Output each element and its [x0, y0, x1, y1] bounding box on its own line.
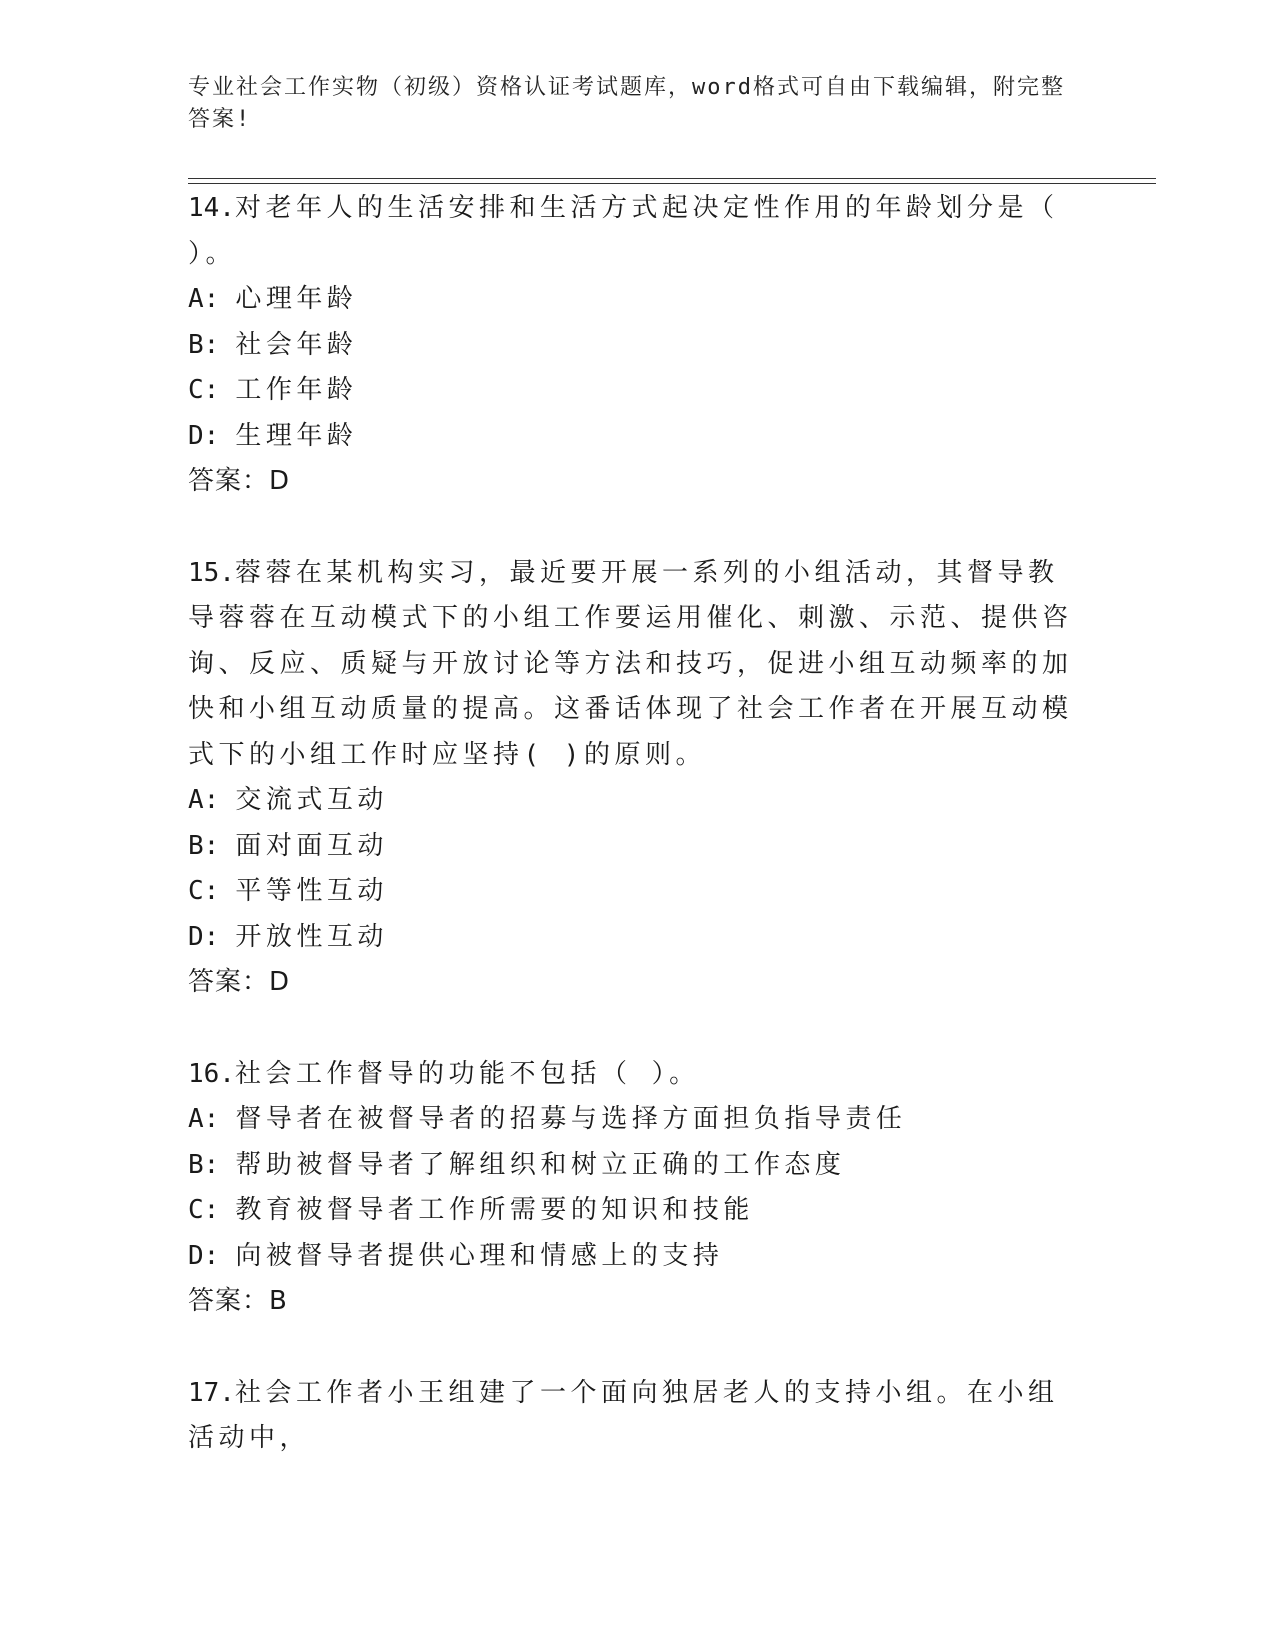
option-key: A:: [188, 284, 220, 314]
header-divider-top: [188, 178, 1156, 179]
question-text: [188, 1052, 1088, 1098]
option-c: [188, 1188, 1088, 1234]
option-text: 面对面互动: [235, 830, 388, 861]
question-number: 16.: [188, 1058, 235, 1089]
option-c: [188, 869, 1088, 915]
option-b: [188, 323, 1088, 369]
option-text: 督导者在被督导者的招募与选择方面担负指导责任: [235, 1104, 907, 1134]
question-17: [188, 1371, 1088, 1462]
option-key: A:: [188, 785, 220, 815]
question-number: 15.: [188, 557, 235, 588]
question-body: 对老年人的生活安排和生活方式起决定性作用的年龄划分是（ ）。: [188, 193, 1059, 269]
question-list: [188, 186, 1088, 1462]
option-key: C:: [188, 1195, 220, 1225]
question-body: 社会工作者小王组建了一个面向独居老人的支持小组。在小组活动中，: [188, 1377, 1059, 1453]
answer-line: 答案：D: [188, 967, 291, 997]
option-c: [188, 368, 1088, 414]
answer-line: 答案：D: [188, 466, 291, 496]
option-text: 交流式互动: [235, 785, 388, 815]
page-header: 专业社会工作实物（初级）资格认证考试题库，word格式可自由下载编辑，附完整答案!: [188, 75, 1065, 132]
question-text: [188, 551, 1088, 779]
spacer: [188, 505, 1088, 551]
option-key: D:: [188, 1240, 220, 1271]
option-a: [188, 277, 1088, 323]
option-key: C:: [188, 375, 220, 405]
option-key: D:: [188, 420, 220, 451]
question-body: 社会工作督导的功能不包括（ ）。: [234, 1058, 700, 1089]
option-text: 向被督导者提供心理和情感上的支持: [235, 1240, 724, 1271]
question-number: 17.: [188, 1377, 235, 1408]
option-a: [188, 778, 1088, 824]
question-15: [188, 551, 1088, 1006]
option-d: [188, 1234, 1088, 1280]
option-text: 工作年龄: [235, 375, 358, 405]
option-key: C:: [188, 876, 220, 906]
question-16: [188, 1052, 1088, 1325]
option-d: [188, 414, 1088, 460]
option-text: 开放性互动: [235, 921, 388, 952]
option-d: [188, 915, 1088, 961]
question-body: 蓉蓉在某机构实习，最近要开展一系列的小组活动，其督导教导蓉蓉在互动模式下的小组工作要运用催化、刺激、示范、提供咨询、反应、质疑与开放讨论等方法和技巧，促进小组互动频率的加快和小组互动质量的提高。这番话体现了社会工作者在开展互动模式下的小组工作时应坚持( )的原则。: [188, 557, 1073, 770]
option-text: 社会年龄: [235, 329, 358, 360]
question-number: 14.: [188, 193, 235, 223]
question-text: [188, 186, 1088, 277]
option-b: [188, 1143, 1088, 1189]
option-key: B:: [188, 329, 220, 360]
option-text: 教育被督导者工作所需要的知识和技能: [235, 1195, 754, 1225]
option-b: [188, 824, 1088, 870]
spacer: [188, 1325, 1088, 1371]
option-text: 帮助被督导者了解组织和树立正确的工作态度: [235, 1149, 846, 1180]
answer-line: 答案：B: [188, 1286, 288, 1316]
question-text: [188, 1371, 1088, 1462]
option-key: D:: [188, 921, 220, 952]
option-text: 平等性互动: [235, 876, 388, 906]
option-key: B:: [188, 1149, 220, 1180]
option-key: A:: [188, 1104, 220, 1134]
header-divider-bottom: [188, 183, 1156, 184]
option-a: [188, 1097, 1088, 1143]
option-text: 生理年龄: [235, 420, 358, 451]
option-key: B:: [188, 830, 220, 861]
question-14: [188, 186, 1088, 505]
spacer: [188, 1006, 1088, 1052]
option-text: 心理年龄: [235, 284, 358, 314]
